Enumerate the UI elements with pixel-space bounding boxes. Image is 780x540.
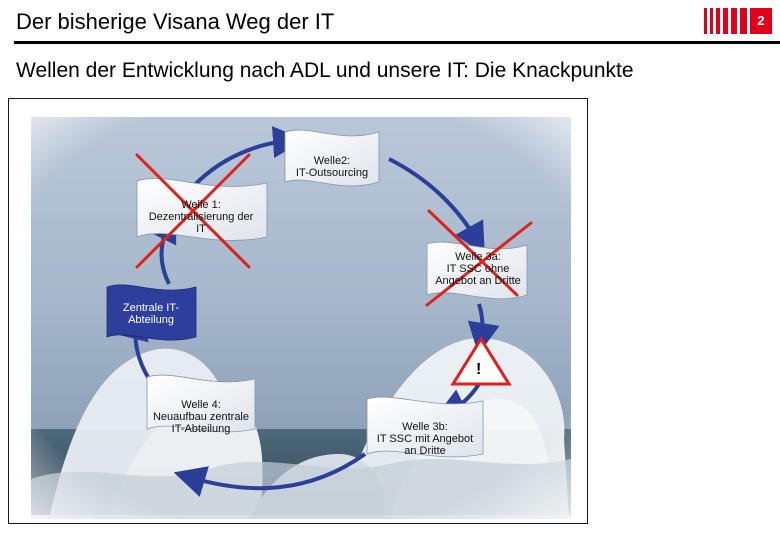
logo-bar [731, 8, 737, 34]
logo-bar [710, 8, 713, 34]
central-it-label: Zentrale IT- Abteilung [122, 302, 180, 326]
logo-bar [704, 8, 707, 34]
wave2-label: Welle2: IT-Outsourcing [295, 155, 369, 179]
logo-bar [740, 8, 747, 34]
slide-subtitle: Wellen der Entwicklung nach ADL und unsere IT: Die Knackpunkte [16, 59, 634, 82]
visana-logo [704, 8, 772, 36]
logo-bar [723, 8, 728, 34]
wave3b-label: Welle 3b: IT SSC mit Angebot an Dritte [376, 421, 474, 457]
warning-exclamation: ! [476, 361, 482, 378]
slide-title: Der bisherige Visana Weg der IT [16, 9, 335, 34]
wave4-label: Welle 4: Neuaufbau zentrale IT-Abteilung [152, 399, 249, 435]
wave1-label: Welle 1: Dezentralisierung der IT [148, 199, 254, 235]
page-number: 2 [750, 8, 772, 34]
logo-bar [716, 8, 720, 34]
wave3a-label: Welle 3a: IT SSC ohne Angebot an Dritte [435, 251, 521, 287]
diagram-panel [8, 98, 588, 524]
header-rule [14, 41, 780, 44]
